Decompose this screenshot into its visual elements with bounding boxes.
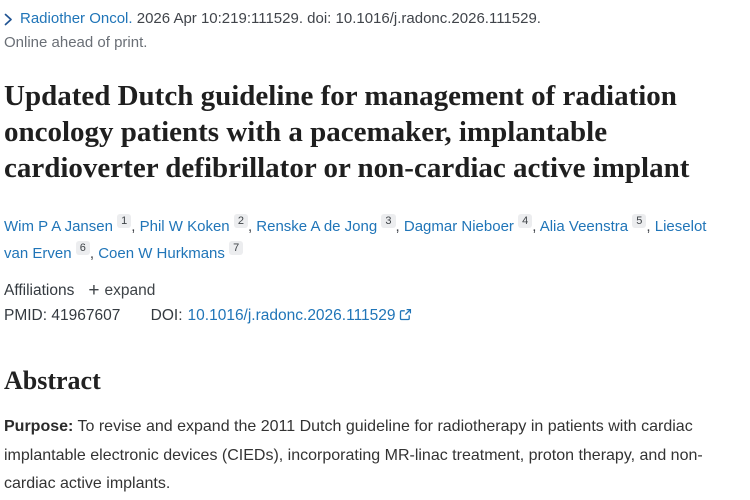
author-affiliation-number[interactable]: 2 — [234, 214, 248, 228]
citation-line — [4, 8, 745, 30]
author-affiliation-number[interactable]: 1 — [117, 214, 131, 228]
affiliations-label: Affiliations — [4, 282, 75, 299]
doi-group — [151, 307, 412, 324]
journal-link[interactable]: Radiother Oncol. — [20, 10, 133, 27]
chevron-right-icon[interactable] — [4, 13, 13, 26]
author-link[interactable]: Renske A de Jong — [256, 218, 378, 235]
author-affiliation-number[interactable]: 5 — [632, 214, 646, 228]
author-separator: , — [532, 218, 540, 235]
author-separator: , — [247, 218, 257, 235]
identifiers-row — [4, 307, 745, 326]
author-affiliation-number[interactable]: 7 — [229, 241, 243, 255]
article-title: Updated Dutch guideline for management of radiation oncology patients with a pacemaker, implantable cardioverter defibrillator or non-cardiac active implant — [4, 80, 690, 184]
expand-label: expand — [104, 282, 156, 299]
author-separator: , — [395, 218, 404, 235]
expand-affiliations-button[interactable] — [88, 282, 155, 300]
author-affiliation-number[interactable]: 6 — [76, 241, 90, 255]
abstract-heading: Abstract — [4, 366, 101, 395]
author-link[interactable]: Wim P A Jansen — [4, 218, 113, 235]
purpose-text: To revise and expand the 2011 Dutch guideline for radiotherapy in patients with cardiac implantable electronic devices (CIEDs), incorporating MR-linac treatment, proton therapy, and non-cardiac active implants. — [4, 418, 703, 492]
author-separator: , — [89, 245, 99, 262]
author-link[interactable]: Lieselot van Erven — [4, 218, 707, 262]
author-separator: , — [646, 218, 655, 235]
purpose-label: Purpose: — [4, 418, 74, 435]
author-link[interactable]: Dagmar Nieboer — [403, 218, 514, 235]
external-link-icon — [399, 308, 412, 326]
abstract-purpose-paragraph — [4, 413, 745, 499]
plus-icon: + — [88, 280, 100, 301]
pmid-value: 41967607 — [51, 307, 121, 324]
pmid-label: PMID: — [4, 307, 48, 324]
affiliations-row — [4, 282, 745, 300]
author-link[interactable]: Phil W Koken — [139, 218, 230, 235]
author-link[interactable]: Alia Veenstra — [539, 218, 629, 235]
author-affiliation-number[interactable]: 4 — [518, 214, 532, 228]
authors-list — [4, 213, 724, 267]
doi-link[interactable]: 10.1016/j.radonc.2026.111529 — [187, 307, 396, 324]
author-link[interactable]: Coen W Hurkmans — [98, 245, 225, 262]
author-separator: , — [131, 218, 140, 235]
citation-details: 2026 Apr 10:219:111529. doi: 10.1016/j.radonc.2026.111529. — [136, 10, 541, 27]
publication-status: Online ahead of print. — [4, 34, 148, 51]
doi-label: DOI: — [150, 307, 183, 324]
author-affiliation-number[interactable]: 3 — [381, 214, 395, 228]
